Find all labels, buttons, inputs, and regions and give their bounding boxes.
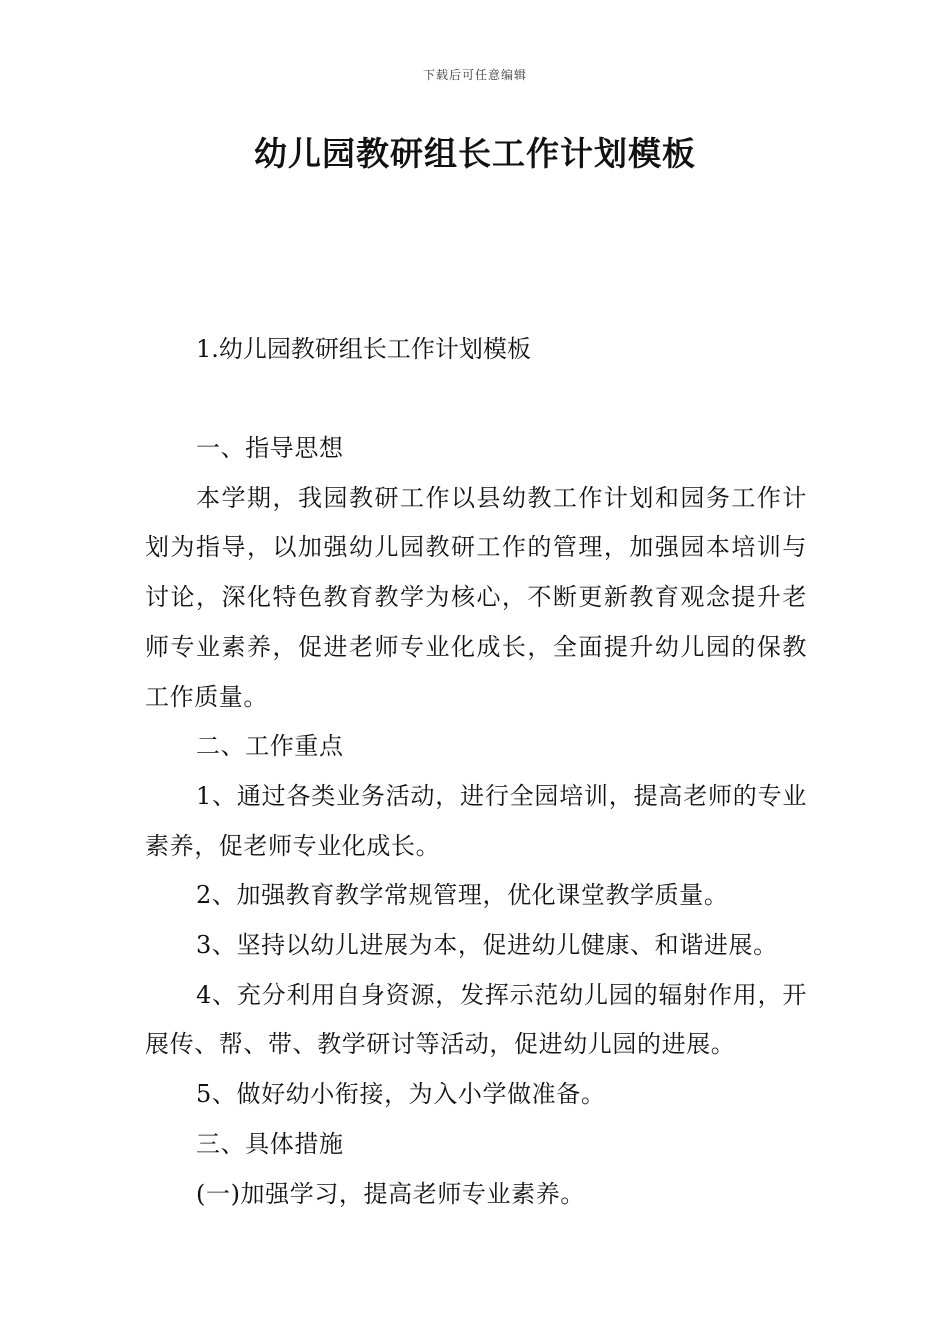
heading-guiding-ideology: 一、指导思想 (196, 434, 344, 462)
list-item-focus-3: 3、坚持以幼儿进展为本，促进幼儿健康、和谐进展。 (196, 931, 778, 960)
list-item-focus-1: 1、通过各类业务活动，进行全园培训，提高老师的专业素养，促老师专业化成长。 (145, 781, 807, 860)
document-title: 幼儿园教研组长工作计划模板 (254, 134, 696, 173)
section-subtitle: 1.幼儿园教研组长工作计划模板 (196, 335, 531, 363)
measure-item-1: (一)加强学习，提高老师专业素养。 (196, 1179, 585, 1208)
list-item-focus-4: 4、充分利用自身资源，发挥示范幼儿园的辐射作用，开展传、帮、带、教学研讨等活动，促进幼儿园的进展。 (145, 980, 807, 1059)
document-body (145, 424, 807, 1219)
list-item-focus-5: 5、做好幼小衔接，为入小学做准备。 (196, 1080, 606, 1109)
heading-specific-measures: 三、具体措施 (196, 1129, 344, 1158)
paragraph-guiding-ideology: 本学期，我园教研工作以县幼教工作计划和园务工作计划为指导，以加强幼儿园教研工作的管理，加强园本培训与讨论，深化特色教育教学为核心，不断更新教育观念提升老师专业素养，促进老师专业化成长，全面提升幼儿园的保教工作质量。 (145, 483, 807, 711)
header-note: 下载后可任意编辑 (422, 68, 527, 82)
list-item-focus-2: 2、加强教育教学常规管理，优化课堂教学质量。 (196, 881, 729, 910)
heading-work-focus: 二、工作重点 (196, 732, 344, 761)
